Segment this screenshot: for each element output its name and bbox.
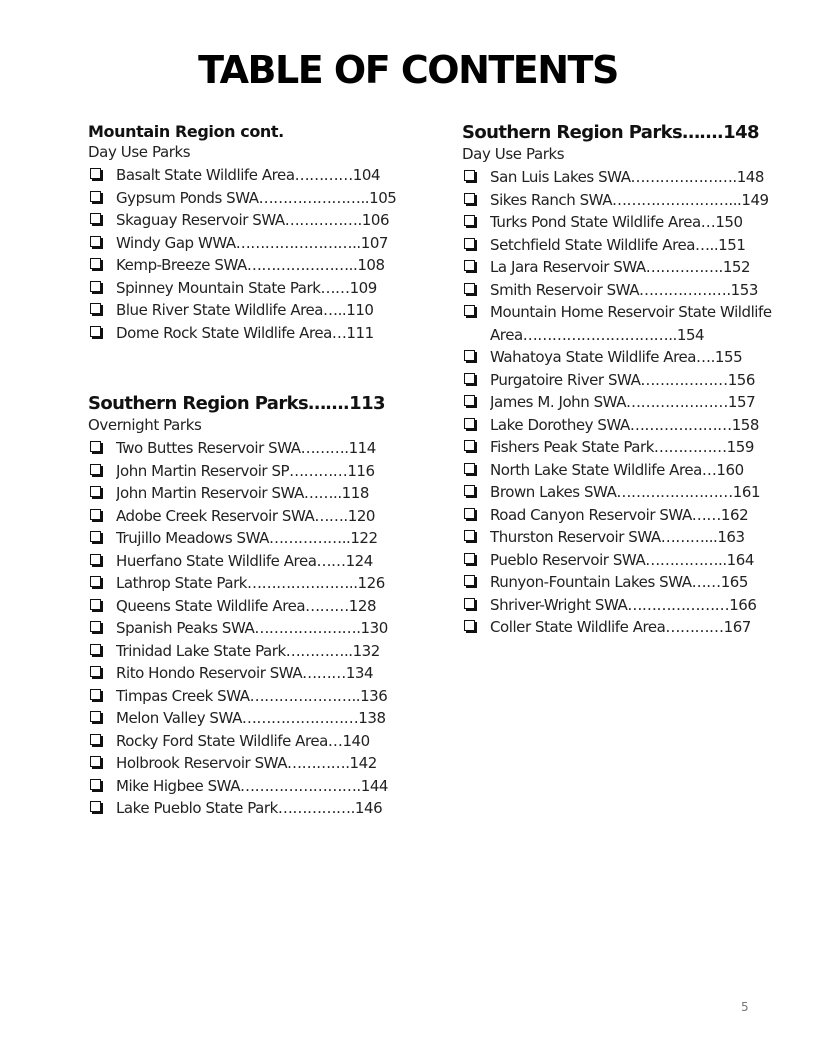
list-item [88, 797, 398, 820]
checkbox-icon[interactable] [90, 326, 101, 337]
list-item [88, 299, 398, 322]
checkbox-icon[interactable] [464, 530, 475, 541]
list-item [88, 187, 398, 210]
checkbox-icon[interactable] [90, 464, 101, 475]
toc-entry-text: Blue River State Wildlife Area…..110 [116, 301, 374, 319]
list-item [88, 482, 398, 505]
toc-entry-text: Huerfano State Wildlife Area……124 [116, 551, 373, 570]
toc-entry-text: Setchfield State Wildlife Area…..151 [490, 235, 746, 254]
list-item [88, 209, 398, 232]
toc-entry-text: John Martin Reservoir SWA……..118 [116, 484, 369, 502]
toc-entry-text: Turks Pond State Wildlife Area…150 [490, 213, 743, 231]
checkbox-icon[interactable] [464, 508, 475, 519]
toc-entry-text: Dome Rock State Wildlife Area…111 [116, 323, 374, 342]
checkbox-icon[interactable] [90, 734, 101, 745]
toc-entry-text: Basalt State Wildlife Area…………104 [116, 166, 381, 184]
checkbox-icon[interactable] [90, 801, 101, 812]
list-item [88, 164, 398, 187]
list-item [88, 617, 398, 640]
toc-entry-text: Skaguay Reservoir SWA…………….106 [116, 211, 390, 229]
toc-entry-text: Shriver-Wright SWA…………………166 [490, 595, 757, 614]
checkbox-icon[interactable] [464, 350, 475, 361]
list-item [88, 254, 398, 277]
list-item [462, 189, 772, 212]
toc-left-column [88, 122, 398, 820]
toc-list-southern-overnight [88, 437, 398, 820]
list-item [88, 550, 398, 573]
toc-entry-text: Melon Valley SWA……………………138 [116, 709, 386, 727]
toc-entry-text: Coller State Wildlife Area…………167 [490, 618, 751, 636]
list-item [88, 730, 398, 753]
checkbox-icon[interactable] [90, 711, 101, 722]
checkbox-icon[interactable] [90, 236, 101, 247]
toc-entry-text: Brown Lakes SWA……………………161 [490, 483, 761, 501]
list-item [462, 211, 772, 234]
list-item [88, 232, 398, 255]
checkbox-icon[interactable] [90, 689, 101, 700]
list-item [462, 391, 772, 414]
checkbox-icon[interactable] [90, 576, 101, 587]
toc-entry-text: James M. John SWA…………………157 [490, 393, 756, 411]
list-item [462, 346, 772, 369]
list-item [88, 662, 398, 685]
checkbox-icon[interactable] [464, 373, 475, 384]
toc-entry-text: Lathrop State Park…………………..126 [116, 574, 385, 592]
toc-entry-text: Smith Reservoir SWA……………….153 [490, 280, 758, 299]
list-item [462, 414, 772, 437]
toc-entry-text: Timpas Creek SWA…………………..136 [116, 686, 388, 705]
list-item [88, 707, 398, 730]
checkbox-icon[interactable] [90, 441, 101, 452]
toc-entry-text: Windy Gap WWA……………………..107 [116, 233, 389, 252]
checkbox-icon[interactable] [464, 238, 475, 249]
section-heading-southern-overnight: Southern Region Parks…….113 [88, 393, 385, 414]
checkbox-icon[interactable] [90, 509, 101, 520]
list-item [88, 527, 398, 550]
list-item [462, 549, 772, 572]
checkbox-icon[interactable] [464, 598, 475, 609]
list-item [88, 752, 398, 775]
toc-entry-text: Fishers Peak State Park……………159 [490, 438, 754, 456]
toc-entry-text: San Luis Lakes SWA………………….148 [490, 168, 764, 186]
checkbox-icon[interactable] [464, 193, 475, 204]
toc-entry-text: Gypsum Ponds SWA…………………..105 [116, 188, 397, 207]
list-item [462, 616, 772, 639]
checkbox-icon[interactable] [90, 258, 101, 269]
toc-entry-text: Lake Dorothey SWA…………………158 [490, 415, 759, 434]
list-item [462, 301, 772, 346]
list-item [462, 369, 772, 392]
list-item [462, 166, 772, 189]
checkbox-icon[interactable] [464, 440, 475, 451]
section-heading-southern-day-use: Southern Region Parks…….148 [462, 122, 759, 143]
section-subheading-day-use-southern: Day Use Parks [462, 145, 565, 163]
toc-entry-text: Purgatoire River SWA………………156 [490, 370, 755, 389]
section-heading-mountain-cont: Mountain Region cont. [88, 122, 284, 141]
toc-entry-text: Pueblo Reservoir SWA……………..164 [490, 550, 754, 569]
list-item [88, 437, 398, 460]
list-item [88, 572, 398, 595]
list-item [88, 775, 398, 798]
toc-entry-text: Spinney Mountain State Park……109 [116, 278, 377, 297]
list-item [462, 459, 772, 482]
toc-entry-text: North Lake State Wildlife Area…160 [490, 460, 744, 479]
toc-entry-text: La Jara Reservoir SWA…………….152 [490, 258, 751, 276]
toc-entry-text: Rito Hondo Reservoir SWA………134 [116, 664, 374, 682]
list-item [462, 436, 772, 459]
checkbox-icon[interactable] [90, 666, 101, 677]
toc-entry-text: Road Canyon Reservoir SWA……162 [490, 505, 749, 524]
checkbox-icon[interactable] [90, 779, 101, 790]
toc-entry-text: John Martin Reservoir SP…………116 [116, 461, 375, 480]
list-item [88, 685, 398, 708]
checkbox-icon[interactable] [90, 168, 101, 179]
list-item [88, 460, 398, 483]
page-number: 5 [741, 1000, 749, 1014]
checkbox-icon[interactable] [464, 575, 475, 586]
toc-entry-text: Queens State Wildlife Area………128 [116, 596, 377, 615]
toc-list-mountain [88, 164, 398, 344]
list-item [462, 526, 772, 549]
list-item [462, 279, 772, 302]
list-item [88, 277, 398, 300]
toc-right-column [462, 122, 772, 639]
list-item [462, 571, 772, 594]
checkbox-icon[interactable] [90, 486, 101, 497]
checkbox-icon[interactable] [464, 215, 475, 226]
list-item [88, 322, 398, 345]
checkbox-icon[interactable] [90, 531, 101, 542]
toc-entry-text: Two Buttes Reservoir SWA……….114 [116, 439, 376, 457]
page-title: TABLE OF CONTENTS [198, 48, 618, 92]
toc-entry-text: Mountain Home Reservoir State Wildlife Area…………………………..154 [490, 303, 772, 344]
list-item [462, 481, 772, 504]
checkbox-icon[interactable] [464, 170, 475, 181]
checkbox-icon[interactable] [90, 756, 101, 767]
checkbox-icon[interactable] [90, 554, 101, 565]
list-item [462, 504, 772, 527]
toc-entry-text: Mike Higbee SWA…………………….144 [116, 776, 389, 795]
toc-entry-text: Spanish Peaks SWA………………….130 [116, 619, 388, 637]
toc-entry-text: Trujillo Meadows SWA……………..122 [116, 529, 378, 547]
checkbox-icon[interactable] [464, 395, 475, 406]
checkbox-icon[interactable] [464, 485, 475, 496]
toc-entry-text: Rocky Ford State Wildlife Area…140 [116, 731, 370, 750]
checkbox-icon[interactable] [464, 463, 475, 474]
list-item [88, 595, 398, 618]
checkbox-icon[interactable] [464, 620, 475, 631]
checkbox-icon[interactable] [90, 644, 101, 655]
toc-entry-text: Wahatoya State Wildlife Area….155 [490, 348, 743, 366]
list-item [462, 594, 772, 617]
checkbox-icon[interactable] [464, 553, 475, 564]
toc-entry-text: Holbrook Reservoir SWA………….142 [116, 754, 377, 772]
list-item [88, 640, 398, 663]
list-item [462, 256, 772, 279]
checkbox-icon[interactable] [90, 191, 101, 202]
checkbox-icon[interactable] [464, 260, 475, 271]
checkbox-icon[interactable] [464, 305, 475, 316]
list-item [462, 234, 772, 257]
checkbox-icon[interactable] [90, 303, 101, 314]
toc-entry-text: Trinidad Lake State Park…………..132 [116, 641, 380, 660]
section-subheading-day-use: Day Use Parks [88, 143, 191, 161]
checkbox-icon[interactable] [90, 281, 101, 292]
toc-entry-text: Thurston Reservoir SWA………...163 [490, 528, 745, 546]
checkbox-icon[interactable] [90, 213, 101, 224]
checkbox-icon[interactable] [464, 418, 475, 429]
list-item [88, 505, 398, 528]
toc-entry-text: Sikes Ranch SWA……………………...149 [490, 190, 769, 209]
checkbox-icon[interactable] [464, 283, 475, 294]
toc-entry-text: Runyon-Fountain Lakes SWA……165 [490, 573, 748, 591]
toc-entry-text: Kemp-Breeze SWA…………………..108 [116, 256, 385, 274]
toc-entry-text: Lake Pueblo State Park…………….146 [116, 799, 383, 817]
checkbox-icon[interactable] [90, 621, 101, 632]
checkbox-icon[interactable] [90, 599, 101, 610]
toc-list-southern-day-use [462, 166, 772, 639]
toc-entry-text: Adobe Creek Reservoir SWA…….120 [116, 506, 376, 525]
section-subheading-overnight: Overnight Parks [88, 416, 202, 434]
